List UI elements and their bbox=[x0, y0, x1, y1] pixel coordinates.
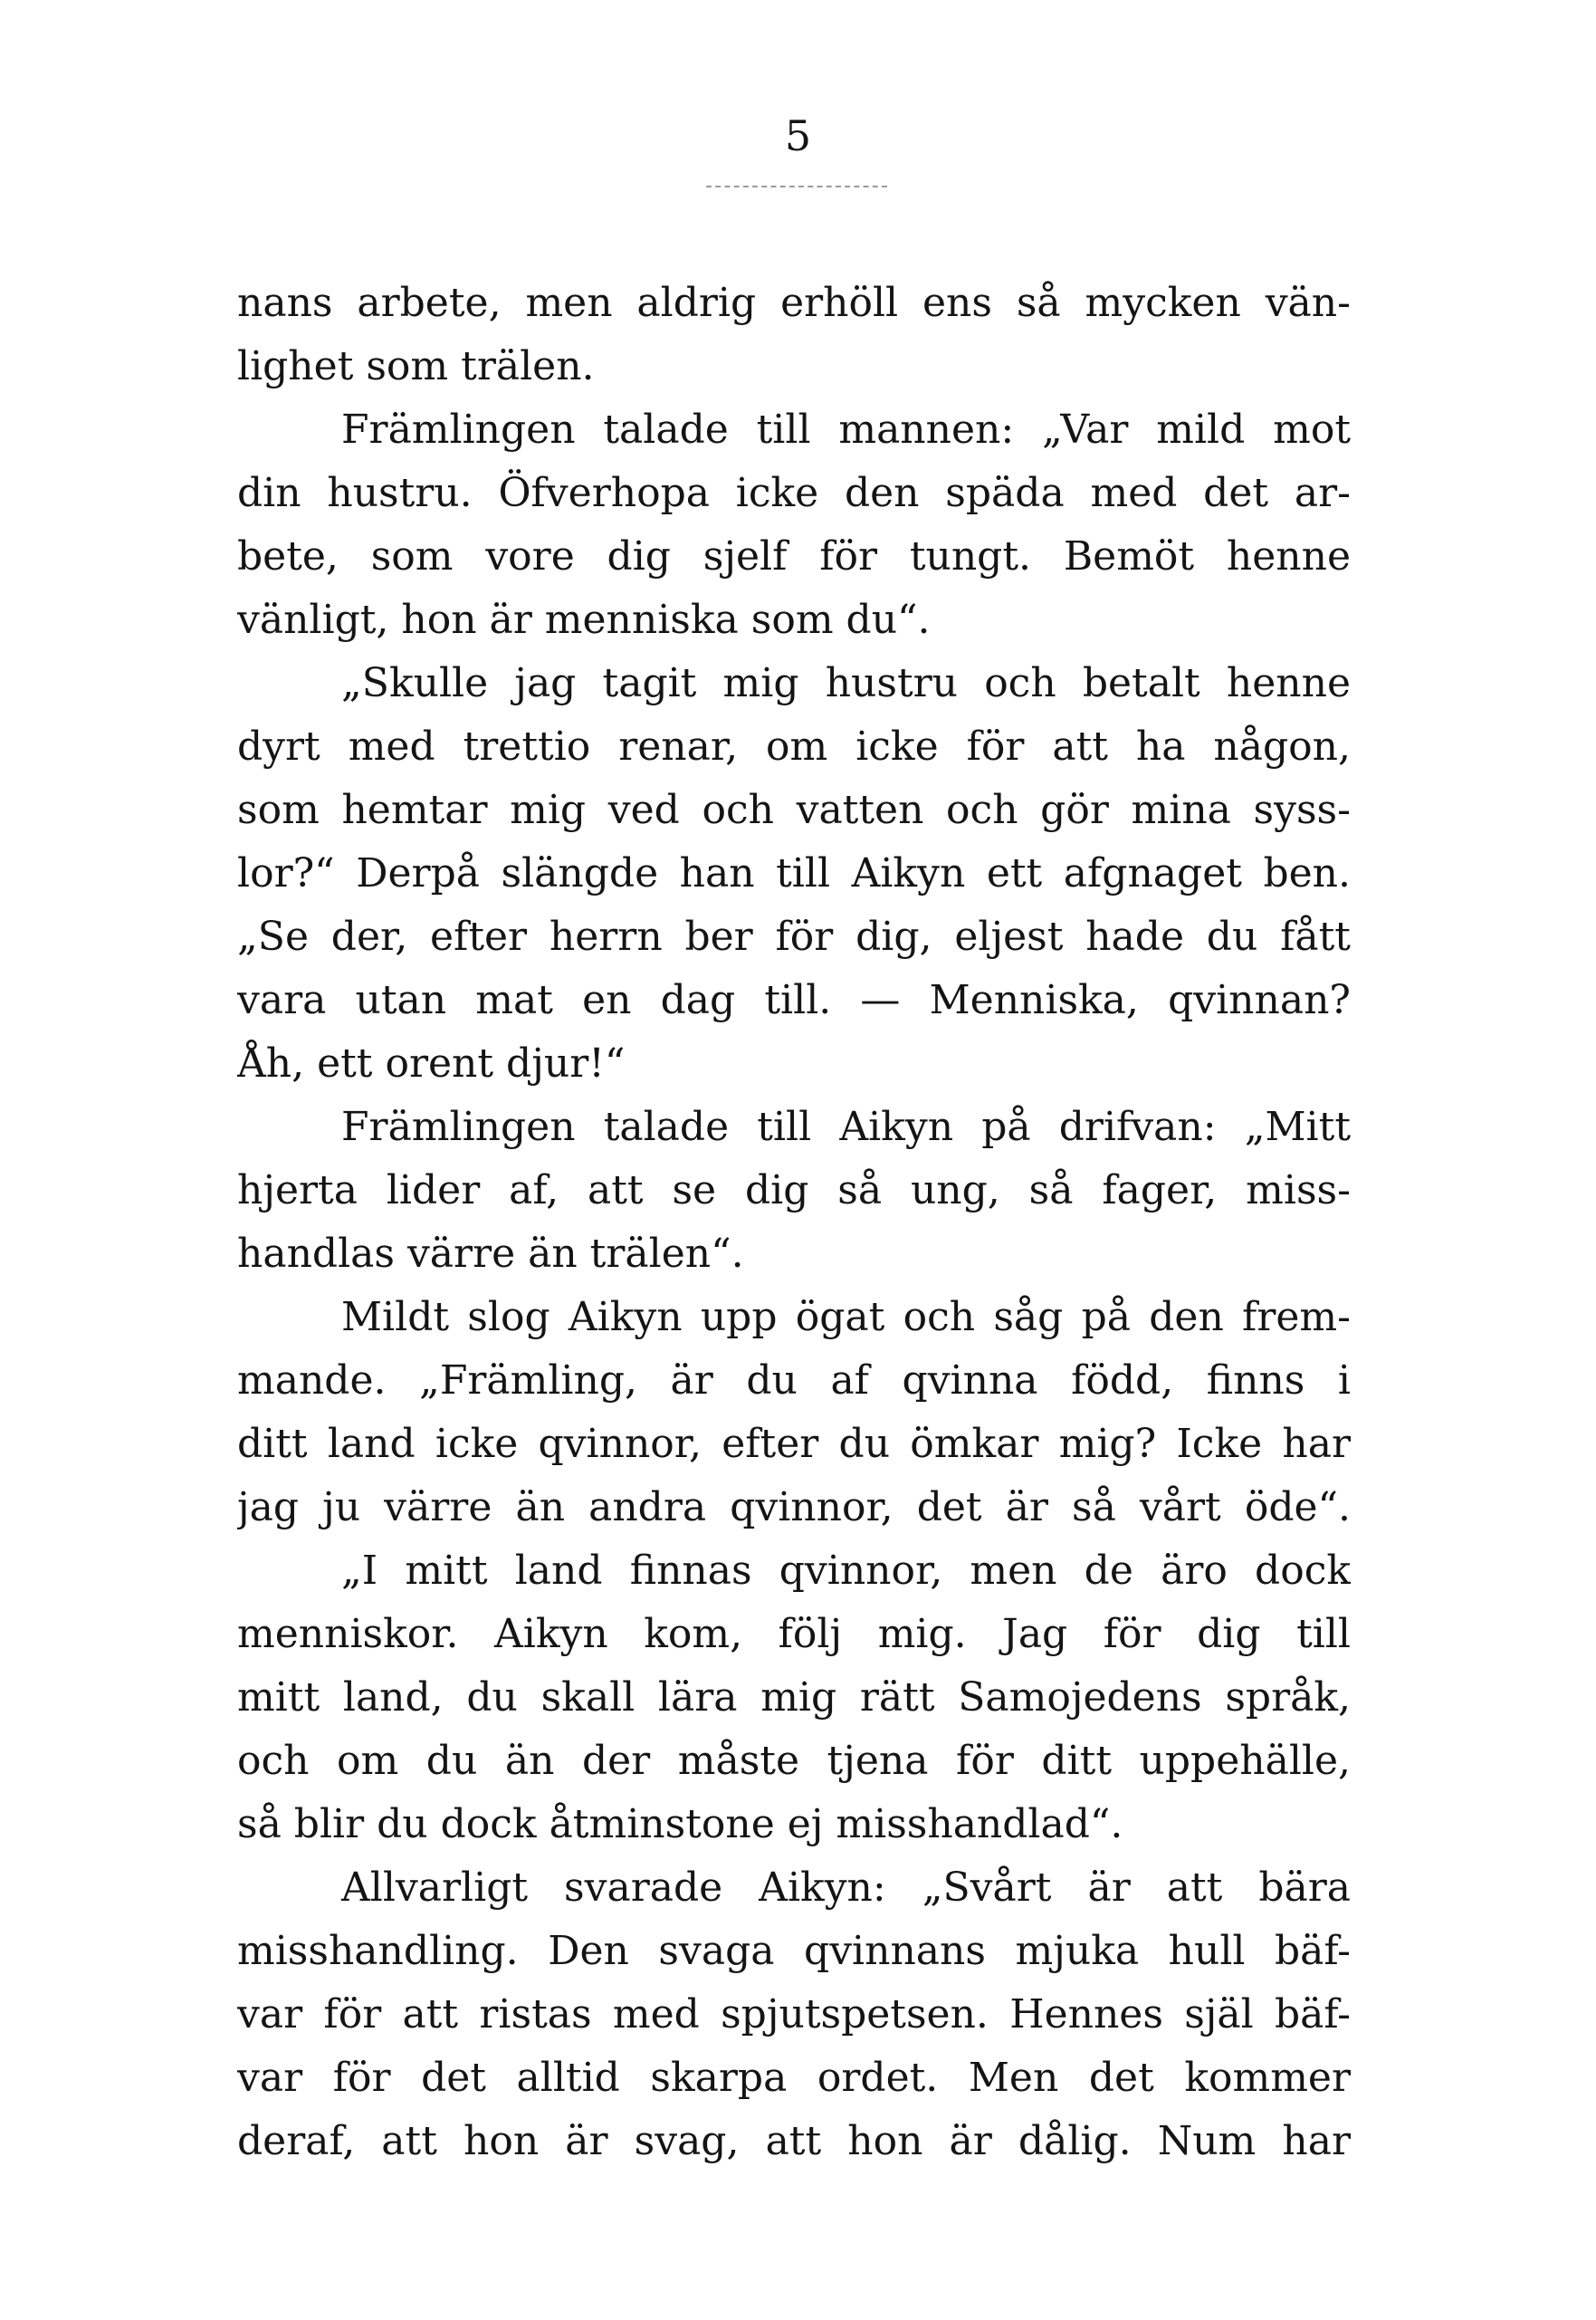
text-line: „Se der, efter herrn ber för dig, eljest hade du fått bbox=[237, 914, 1351, 960]
page-number: 5 bbox=[784, 111, 812, 160]
text-line: lor?“ Derpå slängde han till Aikyn ett afgnaget ben. bbox=[237, 850, 1351, 896]
text-line: var för att ristas med spjutspetsen. Hennes själ bäf- bbox=[237, 1991, 1351, 2037]
text-line: mitt land, du skall lära mig rätt Samojedens språk, bbox=[237, 1674, 1351, 1721]
text-line: handlas värre än trälen“. bbox=[237, 1231, 744, 1277]
text-line: dyrt med trettio renar, om icke för att ha någon, bbox=[237, 724, 1351, 770]
text-line: vara utan mat en dag till. — Menniska, qvinnan? bbox=[237, 977, 1351, 1023]
text-line: Åh, ett orent djur!“ bbox=[237, 1040, 626, 1087]
text-line: och om du än der måste tjena för ditt uppehälle, bbox=[237, 1738, 1351, 1784]
text-line: jag ju värre än andra qvinnor, det är så vårt öde“. bbox=[237, 1484, 1351, 1530]
text-line: bete, som vore dig sjelf för tungt. Bemöt henne bbox=[237, 533, 1351, 580]
text-line: som hemtar mig ved och vatten och gör mina syss- bbox=[237, 787, 1351, 833]
text-line: mande. „Främling, är du af qvinna född, finns i bbox=[237, 1357, 1351, 1404]
text-line: vänligt, hon är menniska som du“. bbox=[237, 597, 931, 643]
text-line: nans arbete, men aldrig erhöll ens så mycken vän- bbox=[237, 280, 1351, 326]
text-line: hjerta lider af, att se dig så ung, så fager, miss- bbox=[237, 1167, 1351, 1213]
text-line: deraf, att hon är svag, att hon är dålig. Num har bbox=[237, 2118, 1351, 2164]
body-text bbox=[237, 272, 1351, 2173]
text-line: var för det alltid skarpa ordet. Men det kommer bbox=[237, 2055, 1351, 2101]
text-line: Allvarligt svarade Aikyn: „Svårt är att bära bbox=[341, 1865, 1351, 1911]
text-line: „I mitt land finnas qvinnor, men de äro dock bbox=[341, 1548, 1351, 1594]
text-line: lighet som trälen. bbox=[237, 343, 595, 389]
text-line: din hustru. Öfverhopa icke den späda med det ar- bbox=[237, 470, 1351, 516]
header-rule bbox=[706, 186, 887, 187]
text-line: ditt land icke qvinnor, efter du ömkar mig? Icke har bbox=[237, 1421, 1351, 1467]
text-line: så blir du dock åtminstone ej misshandlad“. bbox=[237, 1801, 1123, 1847]
text-line: Främlingen talade till Aikyn på drifvan: „Mitt bbox=[341, 1104, 1351, 1150]
text-line: misshandling. Den svaga qvinnans mjuka hull bäf- bbox=[237, 1928, 1351, 1974]
text-line: Främlingen talade till mannen: „Var mild mot bbox=[341, 407, 1351, 453]
text-line: menniskor. Aikyn kom, följ mig. Jag för dig till bbox=[237, 1611, 1351, 1657]
text-line: „Skulle jag tagit mig hustru och betalt henne bbox=[341, 660, 1351, 706]
text-line: Mildt slog Aikyn upp ögat och såg på den frem- bbox=[341, 1294, 1351, 1340]
